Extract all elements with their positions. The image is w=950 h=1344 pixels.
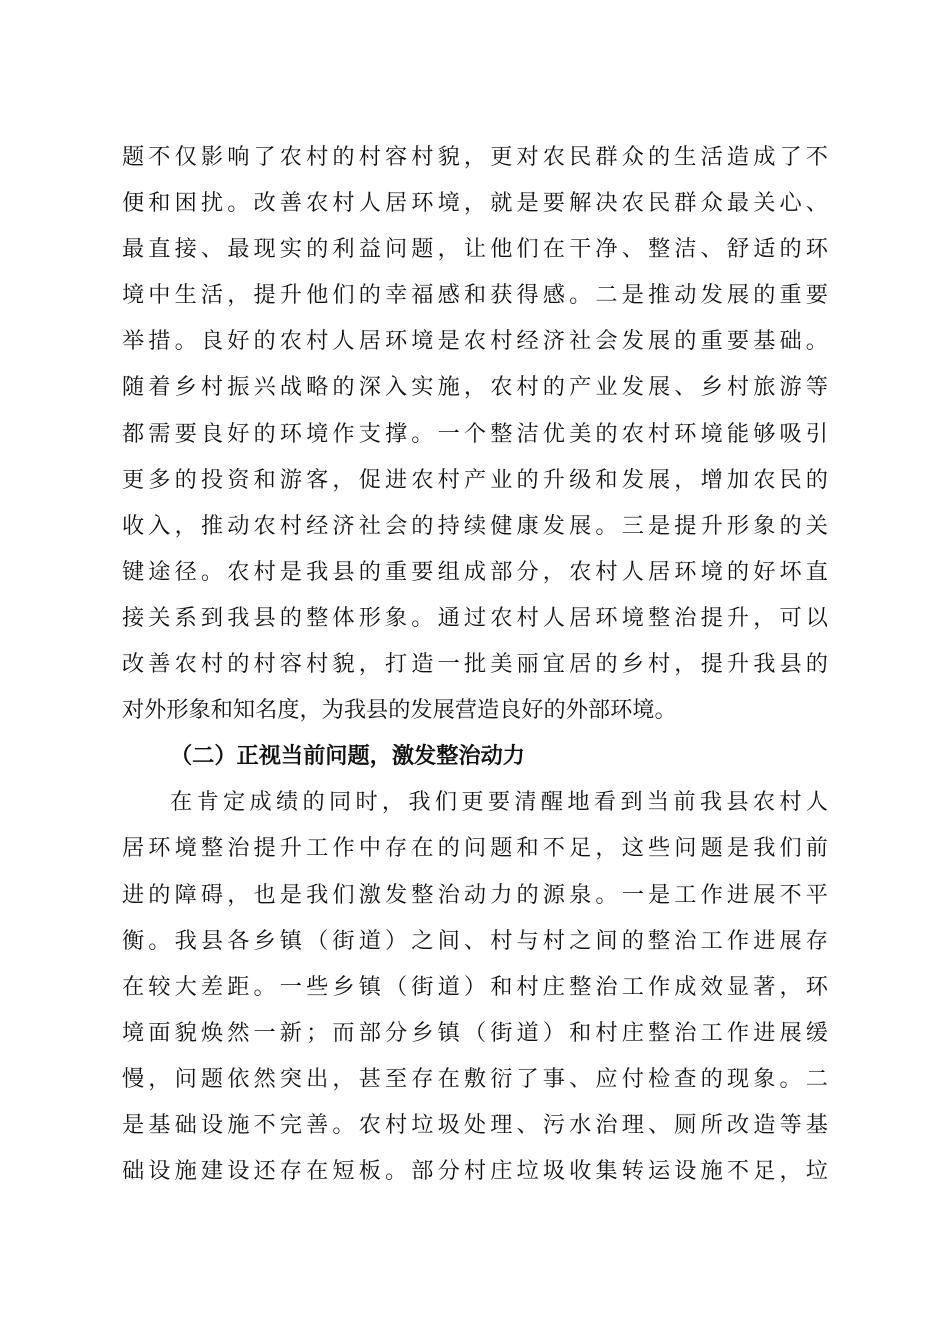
paragraph-1-line-8: 更多的投资和游客，促进农村产业的升级和发展，增加农民的 [122,466,828,493]
paragraph-1-line-5: 举措。良好的农村人居环境是农村经济社会发展的重要基础。 [122,328,828,355]
paragraph-1-line-9: 收入，推动农村经济社会的持续健康发展。三是提升形象的关 [122,512,828,539]
section-heading: （二）正视当前问题，激发整治动力 [170,743,525,770]
paragraph-2-line-4: 衡。我县各乡镇（街道）之间、村与村之间的整治工作进展存 [122,927,828,954]
paragraph-1-line-12: 改善农村的村容村貌，打造一批美丽宜居的乡村，提升我县的 [122,651,828,678]
paragraph-2-line-9: 础设施建设还存在短板。部分村庄垃圾收集转运设施不足，垃 [122,1158,828,1185]
paragraph-2-line-5: 在较大差距。一些乡镇（街道）和村庄整治工作成效显著，环 [122,973,828,1000]
paragraph-2-line-7: 慢，问题依然突出，甚至存在敷衍了事、应付检查的现象。二 [122,1065,828,1092]
paragraph-1-line-2: 便和困扰。改善农村人居环境，就是要解决农民群众最关心、 [122,190,828,217]
paragraph-2-line-8: 是基础设施不完善。农村垃圾处理、污水治理、厕所改造等基 [122,1111,828,1138]
paragraph-1-line-4: 境中生活，提升他们的幸福感和获得感。二是推动发展的重要 [122,282,828,309]
paragraph-2-line-6: 境面貌焕然一新；而部分乡镇（街道）和村庄整治工作进展缓 [122,1019,828,1046]
paragraph-1-line-7: 都需要良好的环境作支撑。一个整洁优美的农村环境能够吸引 [122,420,828,447]
document-body [122,134,828,1194]
paragraph-2-line-1: 在肯定成绩的同时，我们更要清醒地看到当前我县农村人 [170,789,828,816]
paragraph-1-line-6: 随着乡村振兴战略的深入实施，农村的产业发展、乡村旅游等 [122,374,828,401]
paragraph-2-line-2: 居环境整治提升工作中存在的问题和不足，这些问题是我们前 [122,835,828,862]
paragraph-2-line-3: 进的障碍，也是我们激发整治动力的源泉。一是工作进展不平 [122,881,828,908]
paragraph-1-line-13: 对外形象和知名度，为我县的发展营造良好的外部环境。 [122,697,677,724]
paragraph-1-line-11: 接关系到我县的整体形象。通过农村人居环境整治提升，可以 [122,604,828,631]
paragraph-1-line-3: 最直接、最现实的利益问题，让他们在干净、整洁、舒适的环 [122,236,828,263]
paragraph-1-line-1: 题不仅影响了农村的村容村貌，更对农民群众的生活造成了不 [122,144,828,170]
paragraph-1-line-10: 键途径。农村是我县的重要组成部分，农村人居环境的好坏直 [122,558,828,585]
